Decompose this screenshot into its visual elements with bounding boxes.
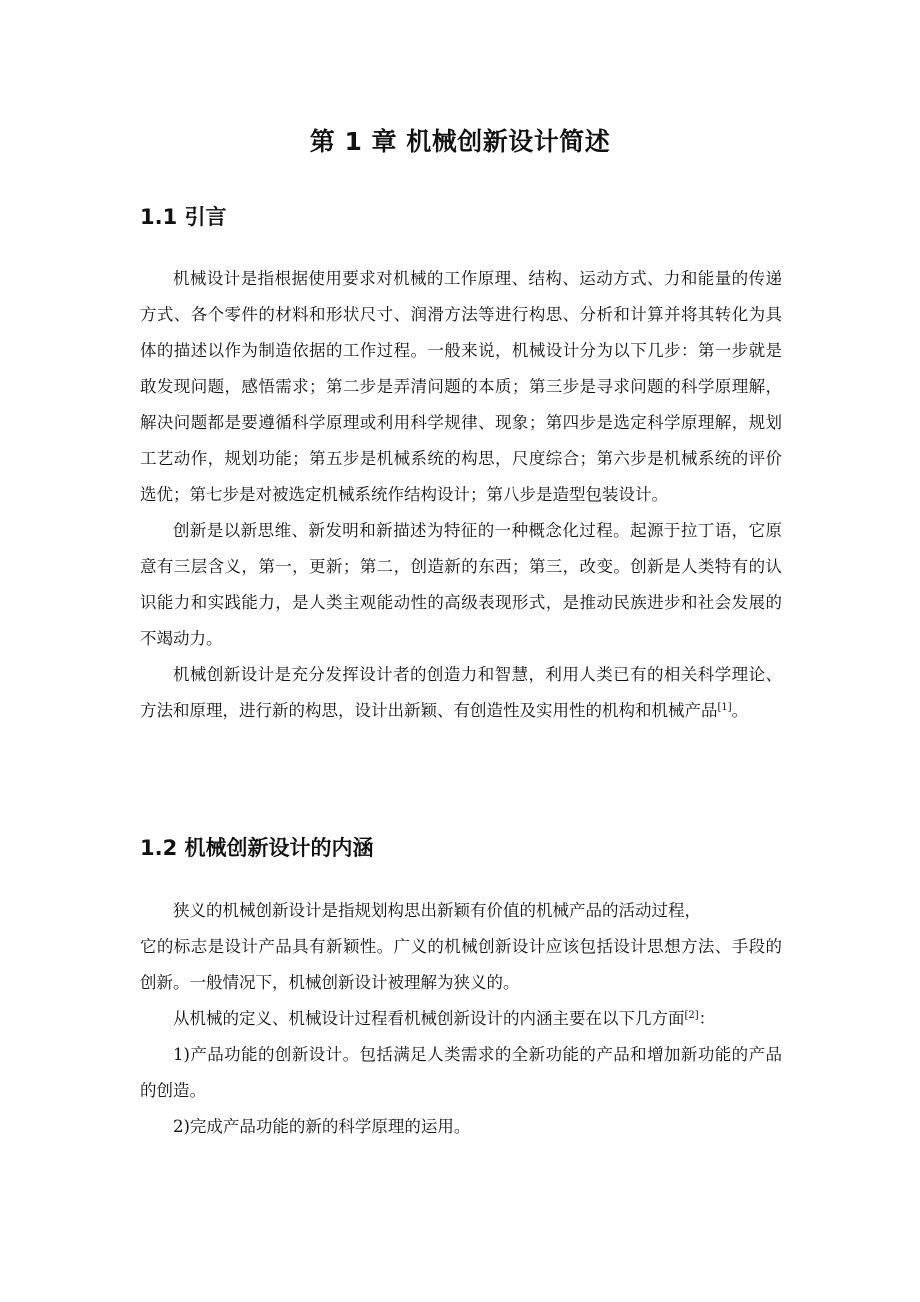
paragraph — [140, 657, 782, 729]
citation-reference: [1] — [717, 702, 732, 713]
list-item: 2)完成产品功能的新的科学原理的运用。 — [173, 1117, 471, 1136]
section-body-connotation — [140, 893, 782, 1145]
paragraph-text: 机械创新设计是充分发挥设计者的创造力和智慧，利用人类已有的相关科学理论、方法和原理，进行新的构思，设计出新颖、有创造性及实用性的机构和机械产品 — [140, 665, 782, 720]
paragraph — [140, 1001, 782, 1037]
paragraph-continuation: 它的标志是设计产品具有新颖性。广义的机械创新设计应该包括设计思想方法、手段的创新。一般情况下，机械创新设计被理解为狭义的。 — [140, 937, 782, 992]
paragraph: 机械设计是指根据使用要求对机械的工作原理、结构、运动方式、力和能量的传递方式、各个零件的材料和形状尺寸、润滑方法等进行构思、分析和计算并将其转化为具体的描述以作为制造依据的工作过程。一般来说，机械设计分为以下几步：第一步就是敢发现问题，感悟需求；第二步是弄清问题的本质；第三步是寻求问题的科学原理解，解决问题都是要遵循科学原理或利用科学规律、现象；第四步是选定科学原理解，规划工艺动作，规划功能；第五步是机械系统的构思，尺度综合；第六步是机械系统的评价选优；第七步是对被选定机械系统作结构设计；第八步是造型包装设计。 — [140, 269, 782, 504]
paragraph-text: 从机械的定义、机械设计过程看机械创新设计的内涵主要在以下几方面 — [173, 1009, 685, 1028]
section-body-introduction — [140, 261, 782, 729]
section-heading-connotation: 1.2 机械创新设计的内涵 — [140, 836, 374, 860]
paragraph-punctuation: ： — [698, 1009, 716, 1028]
chapter-title: 第 1 章 机械创新设计简述 — [309, 127, 611, 156]
paragraph-punctuation: 。 — [731, 701, 749, 720]
paragraph: 狭义的机械创新设计是指规划构思出新颖有价值的机械产品的活动过程， — [173, 901, 701, 920]
list-item: 1)产品功能的创新设计。包括满足人类需求的全新功能的产品和增加新功能的产品的创造。 — [140, 1045, 782, 1100]
section-heading-introduction: 1.1 引言 — [140, 205, 227, 229]
paragraph: 创新是以新思维、新发明和新描述为特征的一种概念化过程。起源于拉丁语，它原意有三层含义，第一，更新；第二，创造新的东西；第三，改变。创新是人类特有的认识能力和实践能力，是人类主观能动性的高级表现形式，是推动民族进步和社会发展的不竭动力。 — [140, 521, 782, 648]
citation-reference: [2] — [684, 1010, 699, 1021]
